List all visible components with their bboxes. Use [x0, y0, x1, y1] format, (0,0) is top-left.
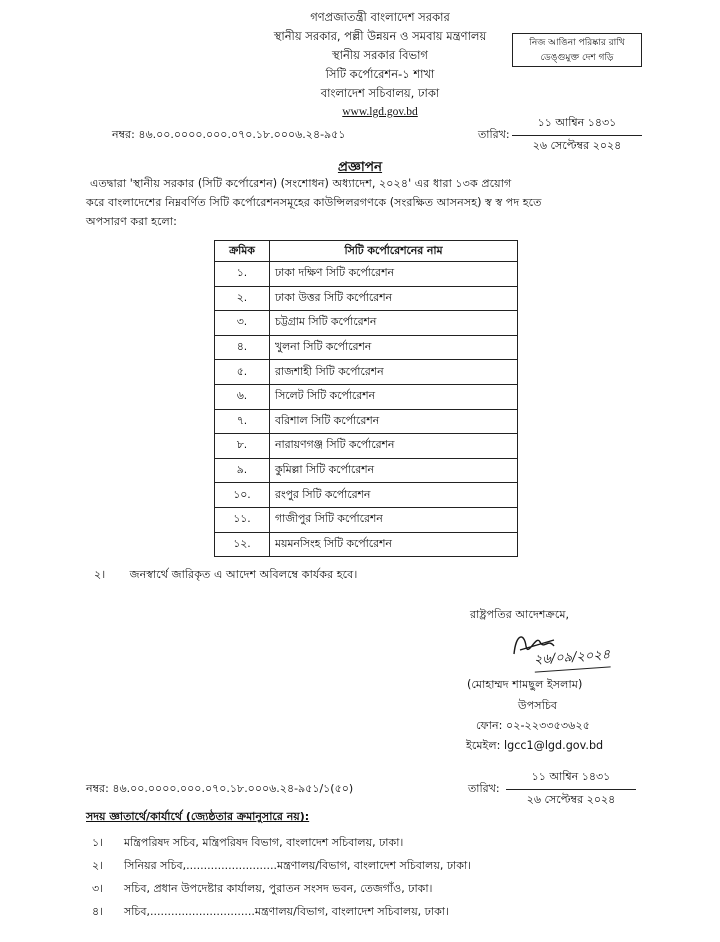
signatory-designation: উপসচিব [518, 699, 558, 712]
date-divider [512, 135, 642, 136]
header-website: www.lgd.gov.bd [342, 106, 418, 118]
document-title: প্রজ্ঞাপন [337, 159, 383, 175]
distribution-item-number: ৪। [92, 905, 104, 918]
signatory-phone: ফোন: ০২-২২৩৩৫৩৬২৫ [476, 719, 590, 732]
memo-number-value: ৪৬.০০.০০০০.০০০.০৭০.১৮.০০০৬.২৪-৯৫১ [138, 128, 346, 141]
table-row [215, 434, 518, 459]
row-name: বরিশাল সিটি কর্পোরেশন [270, 409, 518, 434]
slogan-box [512, 33, 642, 67]
row-serial: ৮. [215, 434, 270, 459]
memo-number [112, 126, 345, 145]
row-serial: ৭. [215, 409, 270, 434]
row-name: খুলনা সিটি কর্পোরেশন [270, 335, 518, 360]
row-serial: ১০. [215, 483, 270, 508]
distribution-item [92, 903, 449, 922]
row-name: গাজীপুর সিটি কর্পোরেশন [270, 507, 518, 532]
row-serial: ৫. [215, 360, 270, 385]
row-serial: ১২. [215, 532, 270, 557]
distribution-item [92, 857, 471, 876]
paragraph-line-1: এতদ্বারা 'স্থানীয় সরকার (সিটি কর্পোরেশন) (সংশোধন) অধ্যাদেশ, ২০২৪' এর ধারা ১৩ক প্রয়োগ [90, 177, 512, 190]
row-serial: ৬. [215, 384, 270, 409]
date2-bangla: ১১ আশ্বিন ১৪৩১ [531, 770, 611, 783]
distribution-heading: সদয় জ্ঞাতার্থে/কার্যার্থে (জ্যেষ্ঠতার ক্রমানুসারে নয়): [86, 810, 310, 823]
clause-2-text: জনস্বার্থে জারিকৃত এ আদেশ অবিলম্বে কার্যকর হবে। [129, 568, 358, 581]
row-name: নারায়ণগঞ্জ সিটি কর্পোরেশন [270, 434, 518, 459]
row-serial: ৪. [215, 335, 270, 360]
distribution-item-text: সিনিয়র সচিব,..........................মন্ত্রণালয়/বিভাগ, বাংলাদেশ সচিবালয়, ঢাকা। [124, 859, 472, 872]
table-row [215, 360, 518, 385]
table-row [215, 483, 518, 508]
handwritten-date: ২৬/০৯/২০২৪ [533, 645, 611, 672]
row-name: রাজশাহী সিটি কর্পোরেশন [270, 360, 518, 385]
slogan-line-1: নিজ আঙিনা পরিষ্কার রাখি [529, 38, 625, 48]
memo2-date [506, 768, 636, 810]
header-line-division: স্থানীয় সরকার বিভাগ [332, 48, 428, 62]
slogan-line-2: ডেঙ্গুমুক্ত দেশ গড়ি [540, 53, 614, 63]
distribution-item [92, 834, 403, 853]
memo-date-label: তারিখ: [478, 128, 510, 141]
row-name: ঢাকা দক্ষিণ সিটি কর্পোরেশন [270, 262, 518, 287]
row-serial: ১১. [215, 507, 270, 532]
date2-english: ২৬ সেপ্টেম্বর ২০২৪ [526, 793, 616, 806]
header-line-ministry: স্থানীয় সরকার, পল্লী উন্নয়ন ও সমবায় মন্ত্রণালয় [273, 29, 487, 43]
table-row [215, 384, 518, 409]
row-name: কুমিল্লা সিটি কর্পোরেশন [270, 458, 518, 483]
row-serial: ২. [215, 286, 270, 311]
letterhead [250, 8, 510, 122]
col-header-serial: ক্রমিক [215, 241, 270, 262]
date2-divider [506, 789, 636, 790]
row-name: সিলেট সিটি কর্পোরেশন [270, 384, 518, 409]
table-row [215, 409, 518, 434]
memo-label: নম্বর: [112, 128, 135, 141]
paragraph-line-2: করে বাংলাদেশের নিম্নবর্ণিত সিটি কর্পোরেশনসমূহের কাউন্সিলরগণকে (সংরক্ষিত আসনসহ) স্ব স্ব পদ হতে [86, 196, 542, 209]
distribution-item-text: মন্ত্রিপরিষদ সচিব, মন্ত্রিপরিষদ বিভাগ, বাংলাদেশ সচিবালয়, ঢাকা। [124, 836, 404, 849]
distribution-item-text: সচিব,..............................মন্ত্রণালয়/বিভাগ, বাংলাদেশ সচিবালয়, ঢাকা। [124, 905, 449, 918]
table-row [215, 532, 518, 557]
row-serial: ৩. [215, 311, 270, 336]
row-serial: ১. [215, 262, 270, 287]
table-row [215, 286, 518, 311]
row-name: ময়মনসিংহ সিটি কর্পোরেশন [270, 532, 518, 557]
paragraph-line-3: অপসারণ করা হলো: [86, 215, 177, 228]
clause-2 [94, 566, 357, 585]
distribution-item-text: সচিব, প্রধান উপদেষ্টার কার্যালয়, পুরাতন সংসদ ভবন, তেজগাঁও, ঢাকা। [124, 882, 433, 895]
signatory-email: ইমেইল: lgcc1@lgd.gov.bd [466, 739, 604, 752]
table-row [215, 311, 518, 336]
table-row [215, 335, 518, 360]
distribution-item-number: ২। [92, 859, 104, 872]
table-row [215, 262, 518, 287]
row-serial: ৯. [215, 458, 270, 483]
signatory-name: (মোহাম্মদ শামছুল ইসলাম) [467, 678, 583, 691]
header-line-govt: গণপ্রজাতন্ত্রী বাংলাদেশ সরকার [310, 10, 450, 24]
header-line-branch: সিটি কর্পোরেশন-১ শাখা [325, 67, 435, 81]
table-header-row [215, 241, 518, 262]
city-corporation-table [214, 240, 518, 557]
header-line-address: বাংলাদেশ সচিবালয়, ঢাকা [320, 86, 440, 100]
distribution-item-number: ১। [92, 836, 104, 849]
table-row [215, 507, 518, 532]
row-name: রংপুর সিটি কর্পোরেশন [270, 483, 518, 508]
memo2-number [86, 780, 353, 799]
distribution-item-number: ৩। [92, 882, 104, 895]
memo-date [512, 114, 642, 156]
date-bangla: ১১ আশ্বিন ১৪৩১ [537, 116, 617, 129]
clause-2-number: ২। [94, 568, 106, 581]
col-header-name: সিটি কর্পোরেশনের নাম [270, 241, 518, 262]
date-english: ২৬ সেপ্টেম্বর ২০২৪ [532, 139, 622, 152]
table-row [215, 458, 518, 483]
memo2-label: নম্বর: [86, 782, 109, 795]
row-name: চট্টগ্রাম সিটি কর্পোরেশন [270, 311, 518, 336]
distribution-item [92, 880, 432, 899]
body-paragraph [86, 174, 646, 231]
row-name: ঢাকা উত্তর সিটি কর্পোরেশন [270, 286, 518, 311]
order-line: রাষ্ট্রপতির আদেশক্রমে, [470, 608, 570, 621]
memo2-number-value: ৪৬.০০.০০০০.০০০.০৭০.১৮.০০০৬.২৪-৯৫১/১(৫০) [112, 782, 354, 795]
memo2-date-label: তারিখ: [468, 782, 500, 795]
